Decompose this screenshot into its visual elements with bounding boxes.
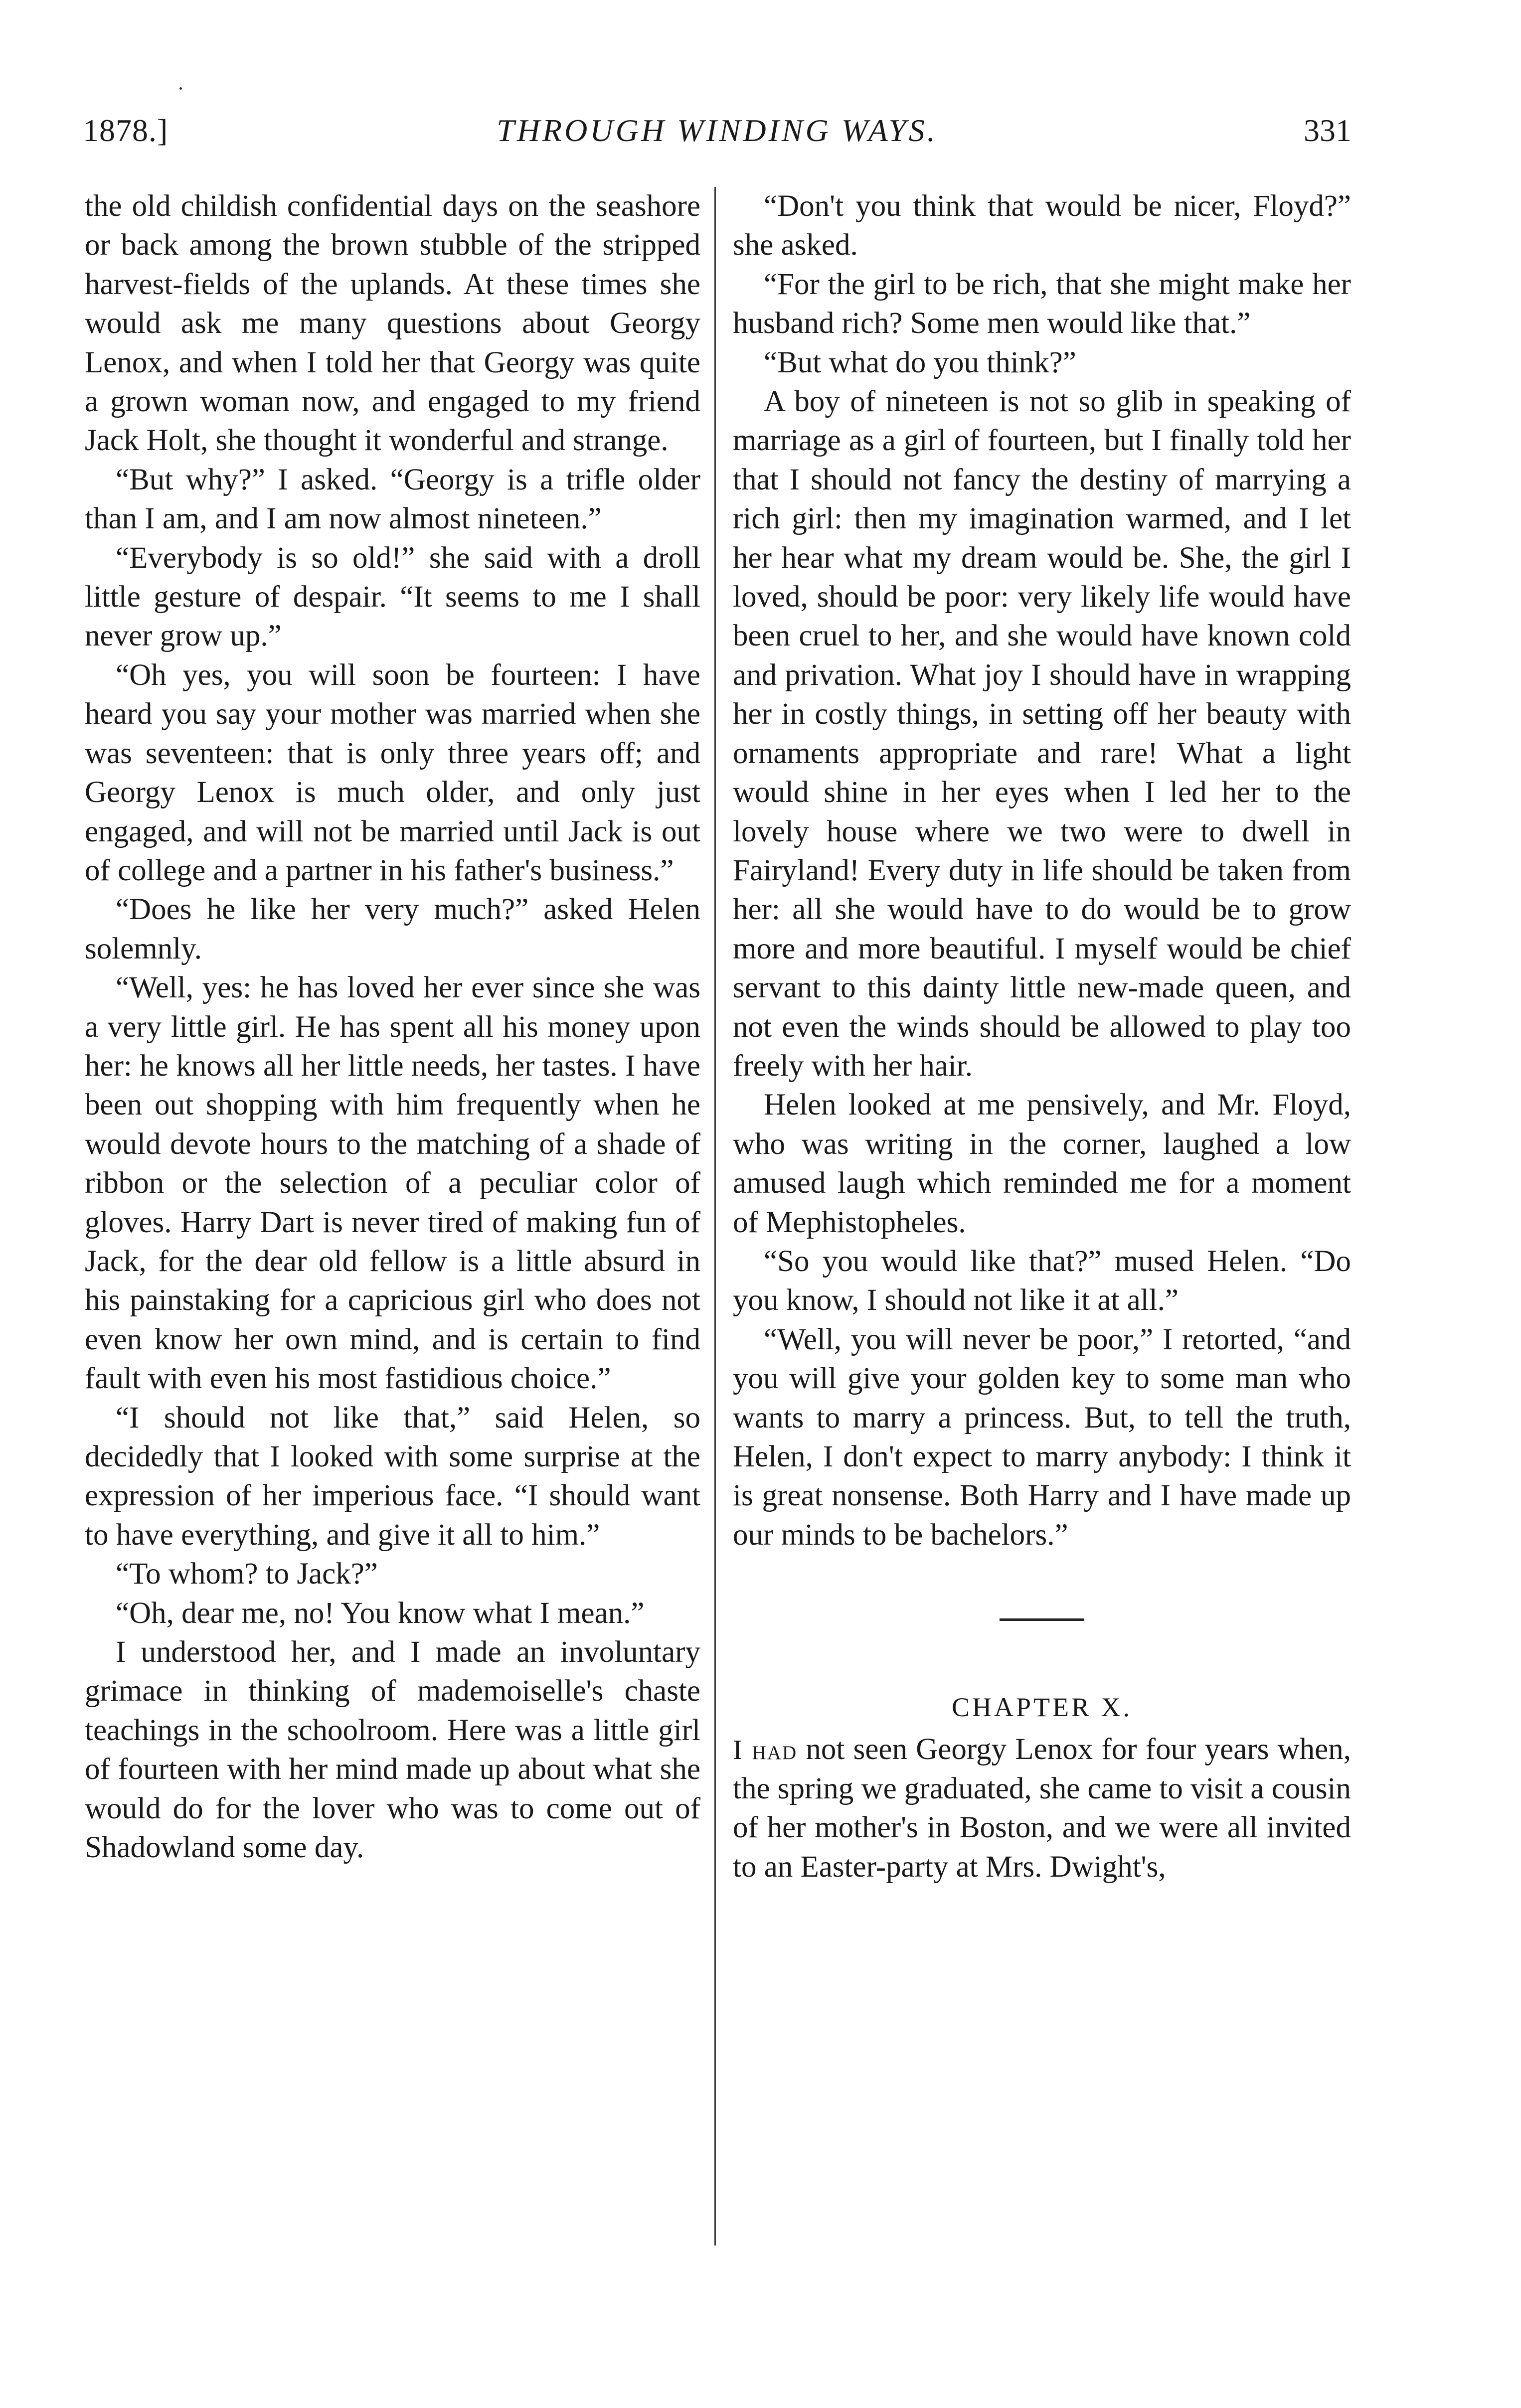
paragraph: A boy of nineteen is not so glib in speaking of marriage as a girl of fourteen, but I finally told her that I should not fancy the destiny of marrying a rich girl: then my imagination warmed, and I let her hear what my dream would be. She, the girl I loved, should be poor: very likely life would have been cruel to her, and she would have known cold and privation. What joy I should have in wrapping her in costly things, in setting off her beauty with ornaments appropriate and rare! What a light would shine in her eyes when I led her to the lovely house where we two were to dwell in Fairyland! Every duty in life should be taken from her: all she would have to do would be to grow more and more beautiful. I myself would be chief servant to this dainty little new-made queen, and not even the winds should be allowed to play too freely with her hair. bbox=[733, 385, 1351, 1083]
paragraph: “To whom? to Jack?” bbox=[116, 1557, 378, 1591]
paragraph: “But why?” I asked. “Georgy is a trifle older than I am, and I am now almost nineteen.” bbox=[85, 463, 700, 536]
chapter-opening-text: not seen Georgy Lenox for four years when, the spring we graduated, she came to visit a cousin of her mother's in Boston, and we were all invited to an Easter-party at Mrs. Dwight's, bbox=[733, 1732, 1351, 1884]
printer-speck bbox=[179, 87, 182, 90]
paragraph: “Well, you will never be poor,” I retorted, “and you will give your golden key to some man who wants to marry a princess. But, to tell the truth, Helen, I don't expect to marry anybody: I think it is great nonsense. Both Harry and I have made up our minds to be bachelors.” bbox=[733, 1322, 1351, 1552]
paragraph: “So you would like that?” mused Helen. “Do you know, I should not like it at all.” bbox=[733, 1244, 1351, 1317]
paragraph: “Oh yes, you will soon be fourteen: I have heard you say your mother was married when she was seventeen: that is only three years off; and Georgy Lenox is much older, and only just engaged, and will not be married until Jack is out of college and a partner in his father's business.” bbox=[85, 658, 700, 887]
paragraph: “But what do you think?” bbox=[764, 345, 1076, 379]
running-head bbox=[83, 106, 1352, 156]
paragraph: the old childish confidential days on the seashore or back among the brown stubble of the stripped harvest-fields of the uplands. At these times she would ask me many questions about Georgy Lenox, and when I told her that Georgy was quite a grown woman now, and engaged to my friend Jack Holt, she thought it wonderful and strange. bbox=[85, 189, 700, 458]
paragraph: “Don't you think that would be nicer, Floyd?” she asked. bbox=[733, 189, 1351, 262]
left-column bbox=[85, 187, 700, 1867]
right-column bbox=[733, 187, 1351, 1887]
chapter-heading: CHAPTER X. bbox=[951, 1692, 1133, 1723]
paragraph: “Does he like her very much?” asked Helen solemnly. bbox=[85, 893, 700, 965]
section-rule bbox=[1000, 1618, 1084, 1621]
paragraph: “Everybody is so old!” she said with a droll little gesture of despair. “It seems to me I shall never grow up.” bbox=[85, 541, 700, 653]
page-number: 331 bbox=[1304, 113, 1352, 148]
paragraph: “I should not like that,” said Helen, so decidedly that I looked with some surprise at the expression of her imperious face. “I should want to have everything, and give it all to him.” bbox=[85, 1401, 700, 1552]
header-year: 1878.] bbox=[83, 113, 169, 148]
paragraph: Helen looked at me pensively, and Mr. Floyd, who was writing in the corner, laughed a low amused laugh which reminded me for a moment of Mephistopheles. bbox=[733, 1088, 1351, 1239]
chapter-opening-paragraph bbox=[733, 1730, 1351, 1887]
paragraph: “Oh, dear me, no! You know what I mean.” bbox=[116, 1596, 645, 1630]
column-divider bbox=[714, 187, 716, 2246]
chapter-first-word: I had bbox=[733, 1734, 798, 1766]
paragraph: I understood her, and I made an involuntary grimace in thinking of mademoiselle's chaste teachings in the schoolroom. Here was a little girl of fourteen with her mind made up about what she would do for the lover who was to come out of Shadowland some day. bbox=[85, 1635, 700, 1865]
header-title: THROUGH WINDING WAYS. bbox=[497, 113, 938, 148]
paragraph: “Well, yes: he has loved her ever since she was a very little girl. He has spent all his money upon her: he knows all her little needs, her tastes. I have been out shopping with him frequently when he would devote hours to the matching of a shade of ribbon or the selection of a peculiar color of gloves. Harry Dart is never tired of making fun of Jack, for the dear old fellow is a little absurd in his painstaking for a capricious girl who does not even know her own mind, and is certain to find fault with even his most fastidious choice.” bbox=[85, 971, 700, 1396]
paragraph: “For the girl to be rich, that she might make her husband rich? Some men would like that.” bbox=[733, 267, 1351, 340]
